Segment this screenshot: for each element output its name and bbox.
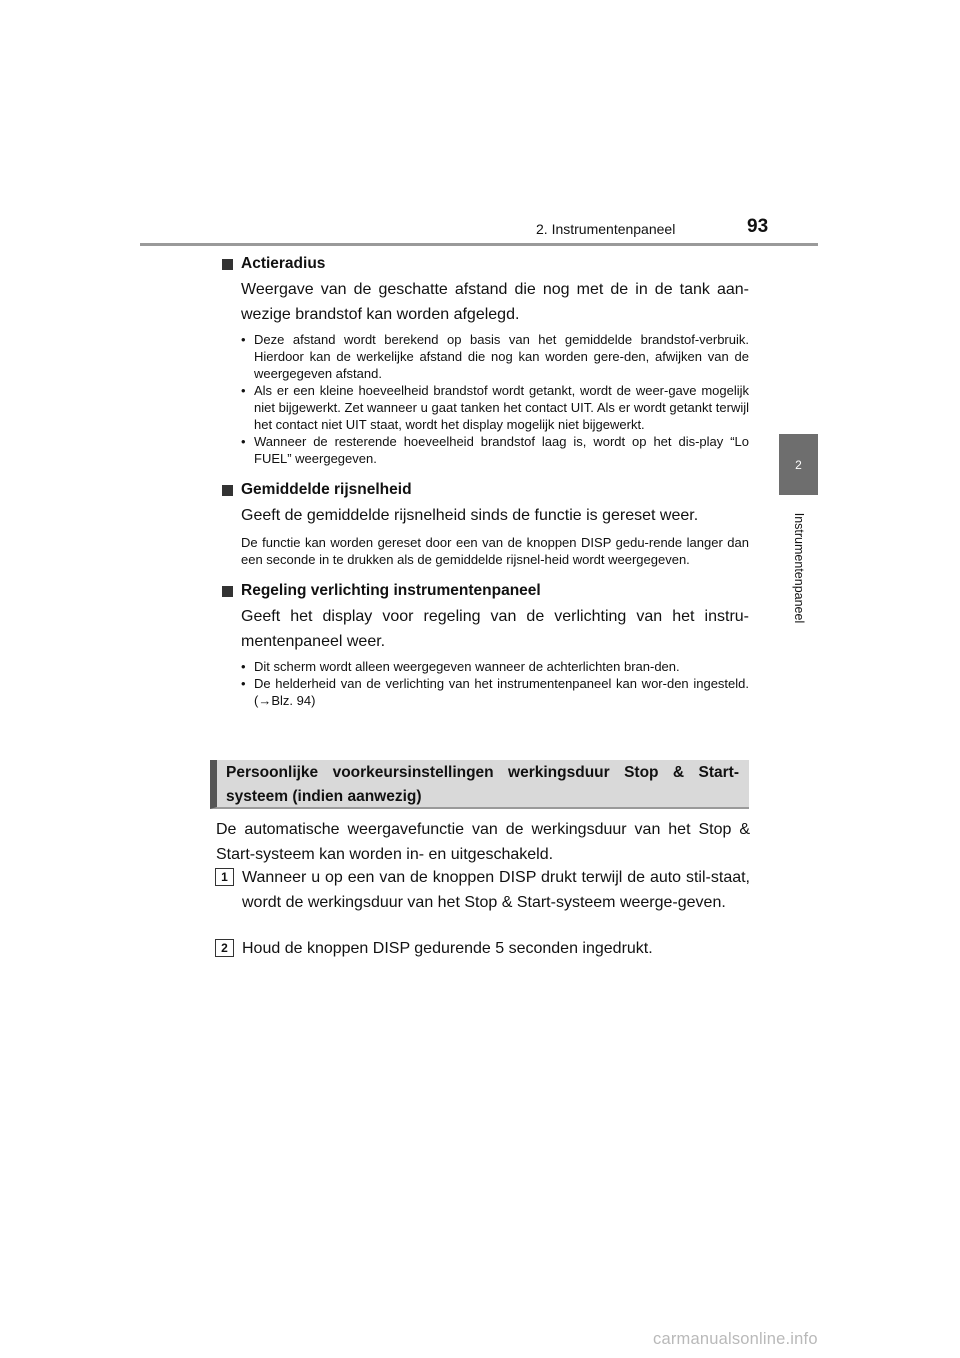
section-lead: Weergave van de geschatte afstand die nog met de in de tank aan-wezige brandstof kan worden afgelegd.	[241, 281, 749, 323]
square-bullet-icon	[222, 485, 233, 496]
step-item	[215, 936, 750, 961]
note-item	[241, 658, 749, 675]
section-actieradius	[222, 253, 749, 467]
note-text: Deze afstand wordt berekend op basis van het gemiddelde brandstof-verbruik. Hierdoor kan de werkelijke afstand die nog kan worden gere-den, afwijken van de weergegeven afstand.	[254, 332, 749, 381]
subheading	[222, 253, 749, 275]
step-item	[215, 865, 750, 915]
step-text: Wanneer u op een van de knoppen DISP drukt terwijl de auto stil-staat, wordt de werkingsduur van het Stop & Start-systeem weerge-geven.	[242, 869, 750, 911]
page-number: 93	[747, 216, 769, 237]
subheading-text: Actieradius	[241, 255, 326, 272]
bullet-icon: •	[241, 434, 246, 449]
page-header	[0, 0, 960, 250]
note-text: Als er een kleine hoeveelheid brandstof wordt getankt, wordt de weer-gave mogelijk niet bijgewerkt. Zet wanneer u gaat tanken het contact UIT. Als er wordt getankt terwijl het contact niet UIT staat, wordt het display mogelijk niet bijgewerkt.	[254, 383, 749, 432]
intro-paragraph: De automatische weergavefunctie van de werkingsduur van het Stop & Start-systeem kan worden in- en uitgeschakeld.	[216, 821, 750, 863]
square-bullet-icon	[222, 259, 233, 270]
subheading	[222, 580, 749, 602]
step-number-badge: 1	[215, 868, 234, 886]
note-item	[241, 382, 749, 433]
watermark: carmanualsonline.info	[653, 1330, 818, 1348]
note-text: De functie kan worden gereset door een van de knoppen DISP gedu-rende langer dan een seconde in te drukken als de gemiddelde rijsnel-heid wordt weergegeven.	[241, 535, 749, 567]
note-text: Wanneer de resterende hoeveelheid brandstof laag is, wordt op het dis-play “Lo FUEL” weergegeven.	[254, 434, 749, 466]
section-rijsnelheid	[222, 479, 749, 568]
section-lead: Geeft het display voor regeling van de verlichting van het instru-mentenpaneel weer.	[241, 608, 749, 650]
header-rule	[140, 243, 818, 246]
square-bullet-icon	[222, 586, 233, 597]
section-lead: Geeft de gemiddelde rijsnelheid sinds de functie is gereset weer.	[241, 507, 699, 524]
chapter-tab: 2	[779, 434, 818, 495]
note-item	[241, 331, 749, 382]
boxed-heading: Persoonlijke voorkeursinstellingen werkingsduur Stop & Start-systeem (indien aanwezig)	[210, 760, 749, 809]
note-text: De helderheid van de verlichting van het instrumentenpaneel kan wor-den ingesteld. (→Blz. 94)	[254, 676, 749, 708]
bullet-icon: •	[241, 332, 246, 347]
note-list	[241, 331, 749, 467]
step-number-badge: 2	[215, 939, 234, 957]
note-item	[241, 433, 749, 467]
note-item	[241, 675, 749, 709]
bullet-icon: •	[241, 676, 246, 691]
step-text: Houd de knoppen DISP gedurende 5 seconden ingedrukt.	[242, 940, 653, 957]
bullet-icon: •	[241, 659, 246, 674]
subheading	[222, 479, 749, 501]
main-content	[222, 253, 749, 709]
section-title: 2. Instrumentenpaneel	[536, 221, 676, 237]
chapter-label-text: Instrumentenpaneel	[792, 512, 806, 624]
subheading-text: Regeling verlichting instrumentenpaneel	[241, 582, 541, 599]
note-list	[241, 658, 749, 709]
bullet-icon: •	[241, 383, 246, 398]
section-verlichting	[222, 580, 749, 709]
note-text: Dit scherm wordt alleen weergegeven wanneer de achterlichten bran-den.	[254, 659, 680, 674]
subheading-text: Gemiddelde rijsnelheid	[241, 481, 412, 498]
chapter-label	[781, 506, 817, 630]
